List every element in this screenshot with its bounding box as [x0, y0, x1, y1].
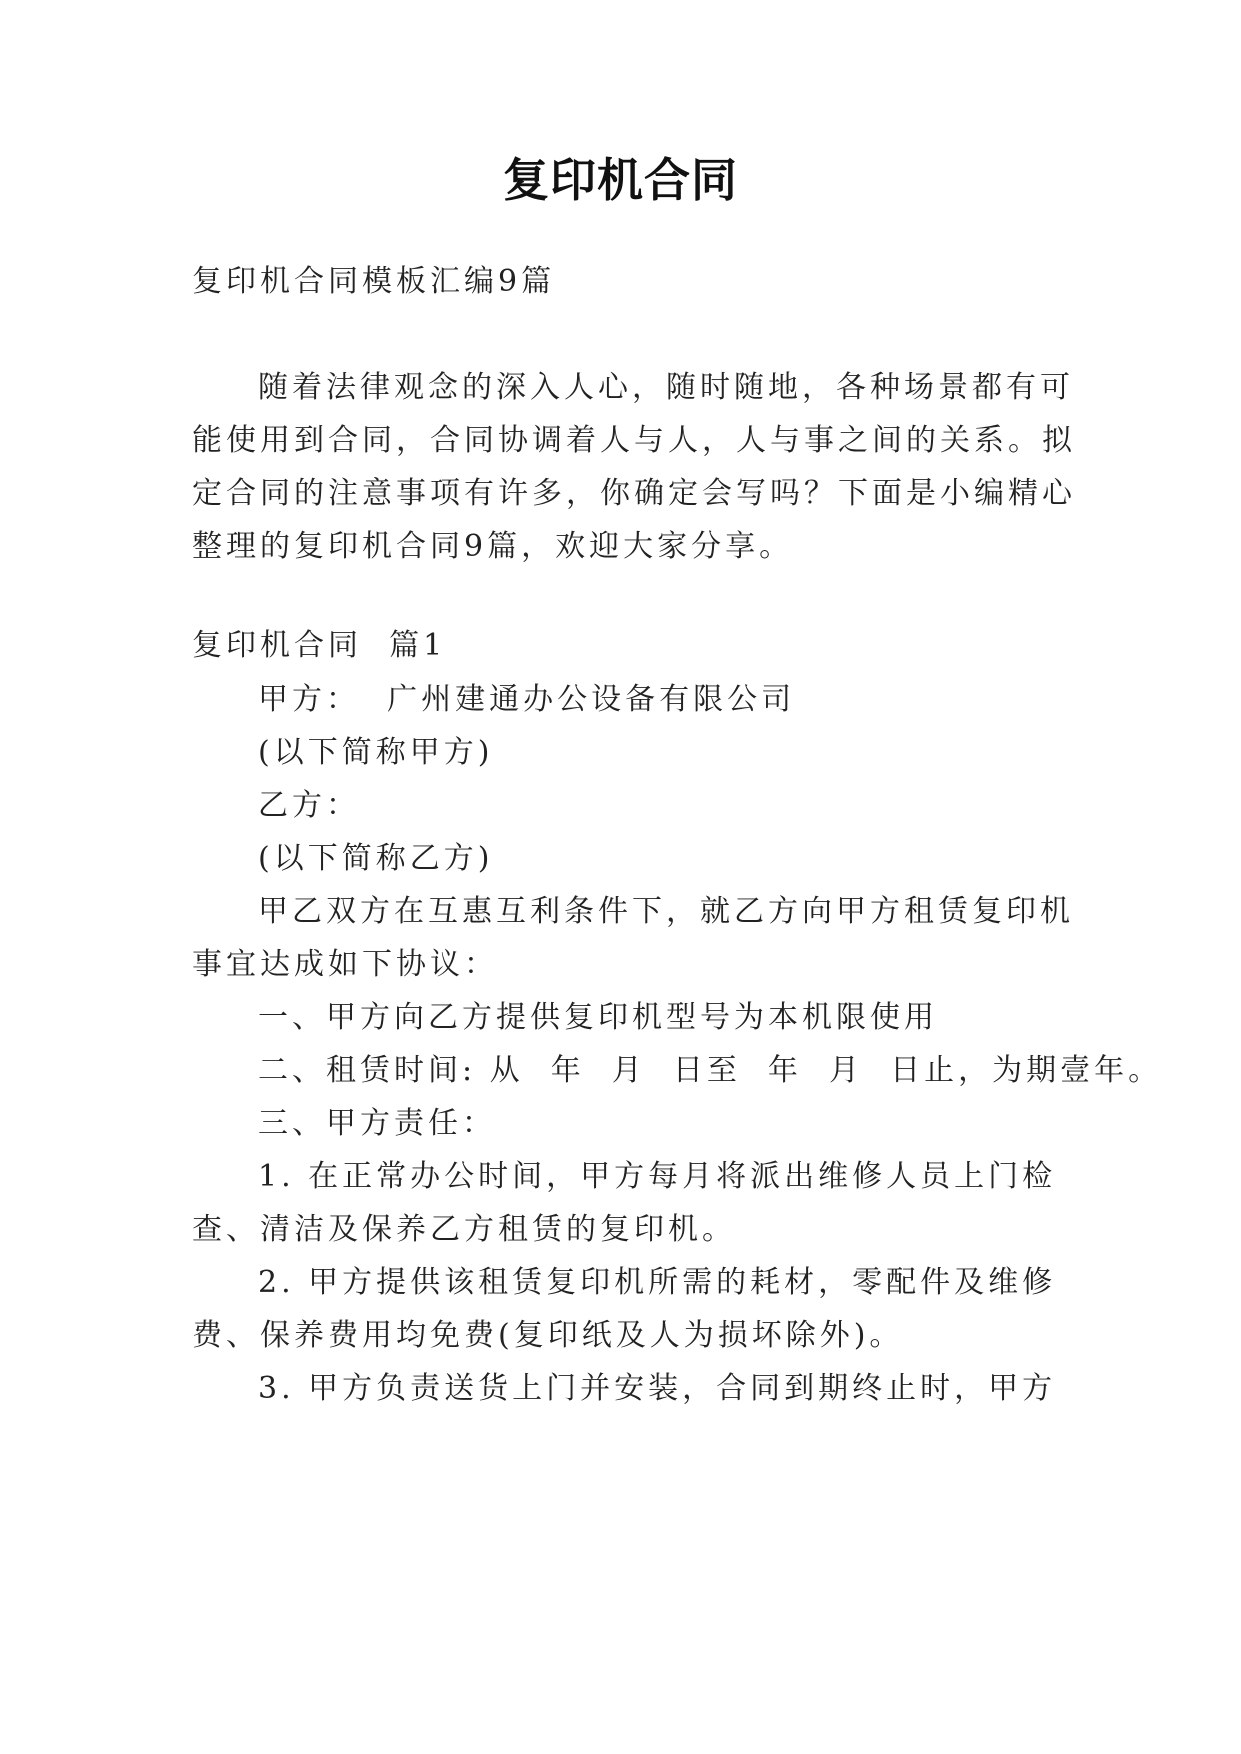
- clause-3: 三、甲方责任：: [258, 1106, 496, 1141]
- section-heading: 复印机合同 篇1: [192, 628, 447, 663]
- clause-2: 二、租赁时间: 从 年 月 日至 年 月 日止，为期壹年。: [258, 1053, 1163, 1088]
- agreement-line-2: 事宜达成如下协议：: [192, 947, 498, 982]
- agreement-line-1: 甲乙双方在互惠互利条件下，就乙方向甲方租赁复印机: [258, 894, 1074, 929]
- item-2-line-1: 2. 甲方提供该租赁复印机所需的耗材，零配件及维修: [258, 1265, 1057, 1300]
- party-b-short-line: (以下简称乙方): [258, 841, 494, 876]
- party-a-line: 甲方： 广州建通办公设备有限公司: [258, 682, 796, 717]
- item-2-line-2: 费、保养费用均免费(复印纸及人为损坏除外)。: [192, 1318, 904, 1353]
- item-3-line-1: 3. 甲方负责送货上门并安装，合同到期终止时，甲方: [258, 1371, 1057, 1406]
- document-subtitle: 复印机合同模板汇编9篇: [192, 264, 556, 299]
- intro-line-1: 随着法律观念的深入人心，随时随地，各种场景都有可: [258, 370, 1074, 405]
- party-a-short-line: (以下简称甲方): [258, 735, 494, 770]
- clause-1: 一、甲方向乙方提供复印机型号为本机限使用: [258, 1000, 938, 1035]
- intro-line-3: 定合同的注意事项有许多，你确定会写吗？下面是小编精心: [192, 476, 1076, 511]
- intro-line-2: 能使用到合同，合同协调着人与人，人与事之间的关系。拟: [192, 423, 1076, 458]
- document-title: 复印机合同: [503, 153, 738, 207]
- party-b-line: 乙方：: [258, 788, 360, 823]
- item-1-line-2: 查、清洁及保养乙方租赁的复印机。: [192, 1212, 736, 1247]
- item-1-line-1: 1. 在正常办公时间，甲方每月将派出维修人员上门检: [258, 1159, 1057, 1194]
- intro-line-4: 整理的复印机合同9篇，欢迎大家分享。: [192, 529, 794, 564]
